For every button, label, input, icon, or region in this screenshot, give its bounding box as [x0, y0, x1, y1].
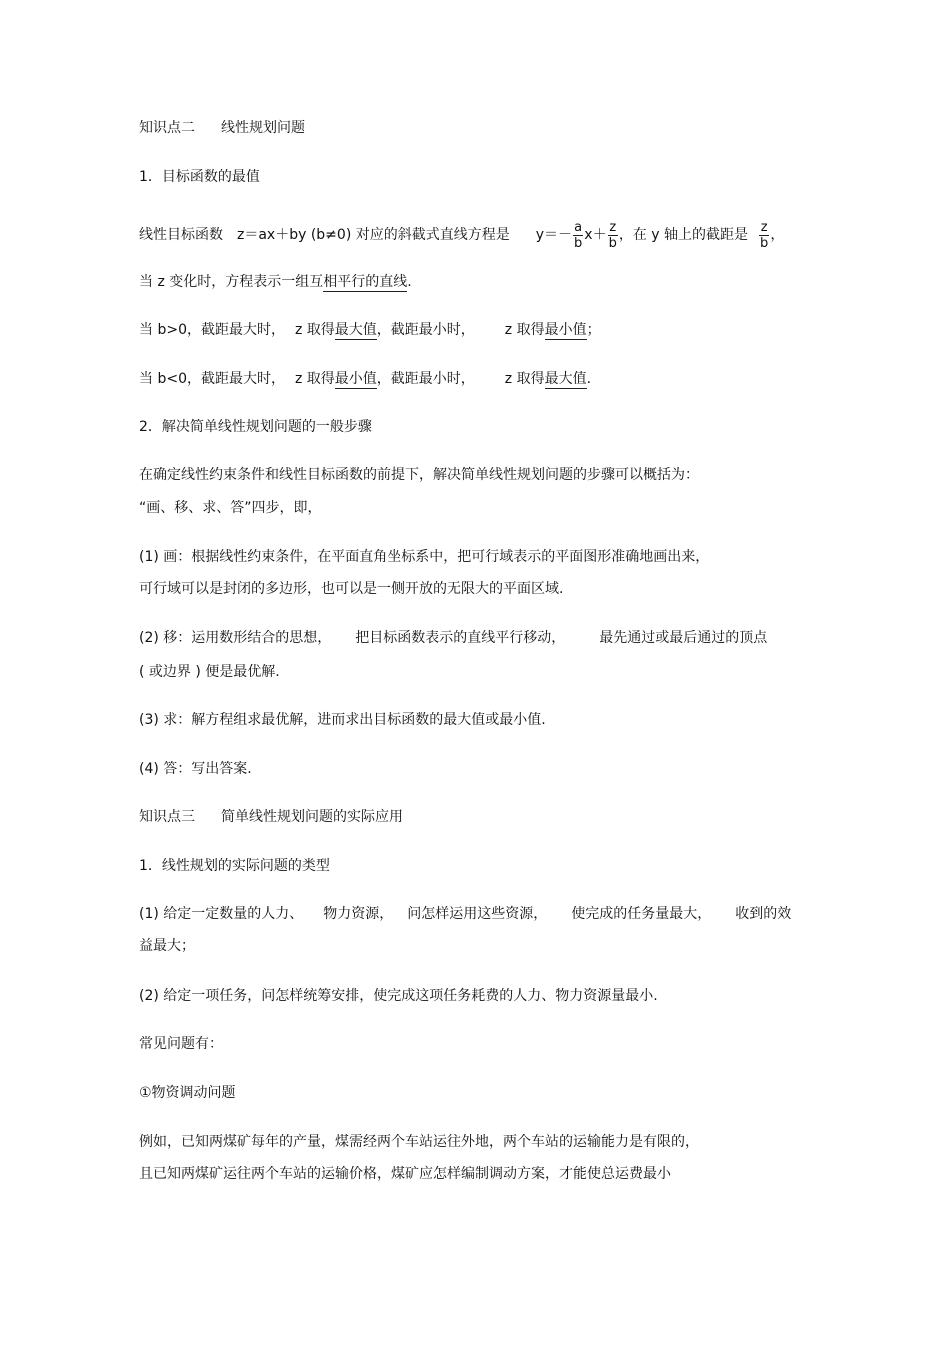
paragraph-slope-intercept: 线性目标函数 z＝ax＋by (b≠0) 对应的斜截式直线方程是 y＝－ $\frac{a}{b}$ x＋ $\frac{z}{b}$ ，在 y 轴上的截距是 $\frac{z}{b}$ ，	[139, 219, 785, 251]
subheading-objective-extremum: 1．目标函数的最值	[139, 169, 260, 185]
problem-type-1-line-1: (1) 给定一定数量的人力、 物力资源， 问怎样运用这些资源， 使完成的任务量最大， 收到的效	[139, 906, 792, 922]
section-heading-2: 知识点二 线性规划问题	[139, 120, 305, 136]
fraction-z-over-b: $\frac{z}{b}$	[608, 219, 617, 251]
fraction-a-over-b: $\frac{a}{b}$	[574, 219, 583, 251]
paragraph-b-positive: 当 b>0，截距最大时， z 取得最大值，截距最小时， z 取得最小值；	[139, 322, 601, 338]
example-line-1: 例如，已知两煤矿每年的产量，煤需经两个车站运往外地，两个车站的运输能力是有限的，	[139, 1134, 699, 1150]
fraction-intercept: $\frac{z}{b}$	[760, 219, 769, 251]
step-draw-line-2: 可行域可以是封闭的多边形，也可以是一侧开放的无限大的平面区域.	[139, 581, 564, 597]
underline-answer: 相平行的直线	[323, 274, 408, 290]
paragraph-steps-intro-2: “画、移、求、答”四步，即，	[139, 500, 322, 516]
example-line-2: 且已知两煤矿运往两个车站的运输价格，煤矿应怎样编制调动方案，才能使总运费最小	[139, 1166, 671, 1182]
step-move-line-2: ( 或边界 ) 便是最优解.	[139, 664, 280, 680]
subheading-problem-types: 1．线性规划的实际问题的类型	[139, 858, 330, 874]
problem-type-1-line-2: 益最大；	[139, 938, 195, 954]
underline-answer: 最小值	[544, 322, 587, 338]
section-heading-3: 知识点三 简单线性规划问题的实际应用	[139, 809, 403, 825]
step-solve: (3) 求：解方程组求最优解，进而求出目标函数的最大值或最小值.	[139, 712, 546, 728]
step-draw-line-1: (1) 画：根据线性约束条件，在平面直角坐标系中，把可行域表示的平面图形准确地画出来，	[139, 549, 710, 565]
underline-answer: 最小值	[334, 371, 377, 387]
step-move-line-1: (2) 移：运用数形结合的思想， 把目标函数表示的直线平行移动， 最先通过或最后通过的顶点	[139, 630, 768, 646]
problem-type-2: (2) 给定一项任务，问怎样统筹安排，使完成这项任务耗费的人力、物力资源量最小.	[139, 988, 658, 1004]
paragraph-b-negative: 当 b<0，截距最大时， z 取得最小值，截距最小时， z 取得最大值.	[139, 371, 592, 387]
step-answer: (4) 答：写出答案.	[139, 761, 252, 777]
common-problems-label: 常见问题有：	[139, 1036, 223, 1052]
paragraph-z-changes: 当 z 变化时，方程表示一组互相平行的直线.	[139, 274, 412, 290]
underline-answer: 最大值	[544, 371, 587, 387]
problem-material-dispatch: ①物资调动问题	[139, 1085, 236, 1101]
subheading-general-steps: 2．解决简单线性规划问题的一般步骤	[139, 419, 372, 435]
paragraph-steps-intro-1: 在确定线性约束条件和线性目标函数的前提下，解决简单线性规划问题的步骤可以概括为：	[139, 467, 699, 483]
underline-answer: 最大值	[334, 322, 377, 338]
